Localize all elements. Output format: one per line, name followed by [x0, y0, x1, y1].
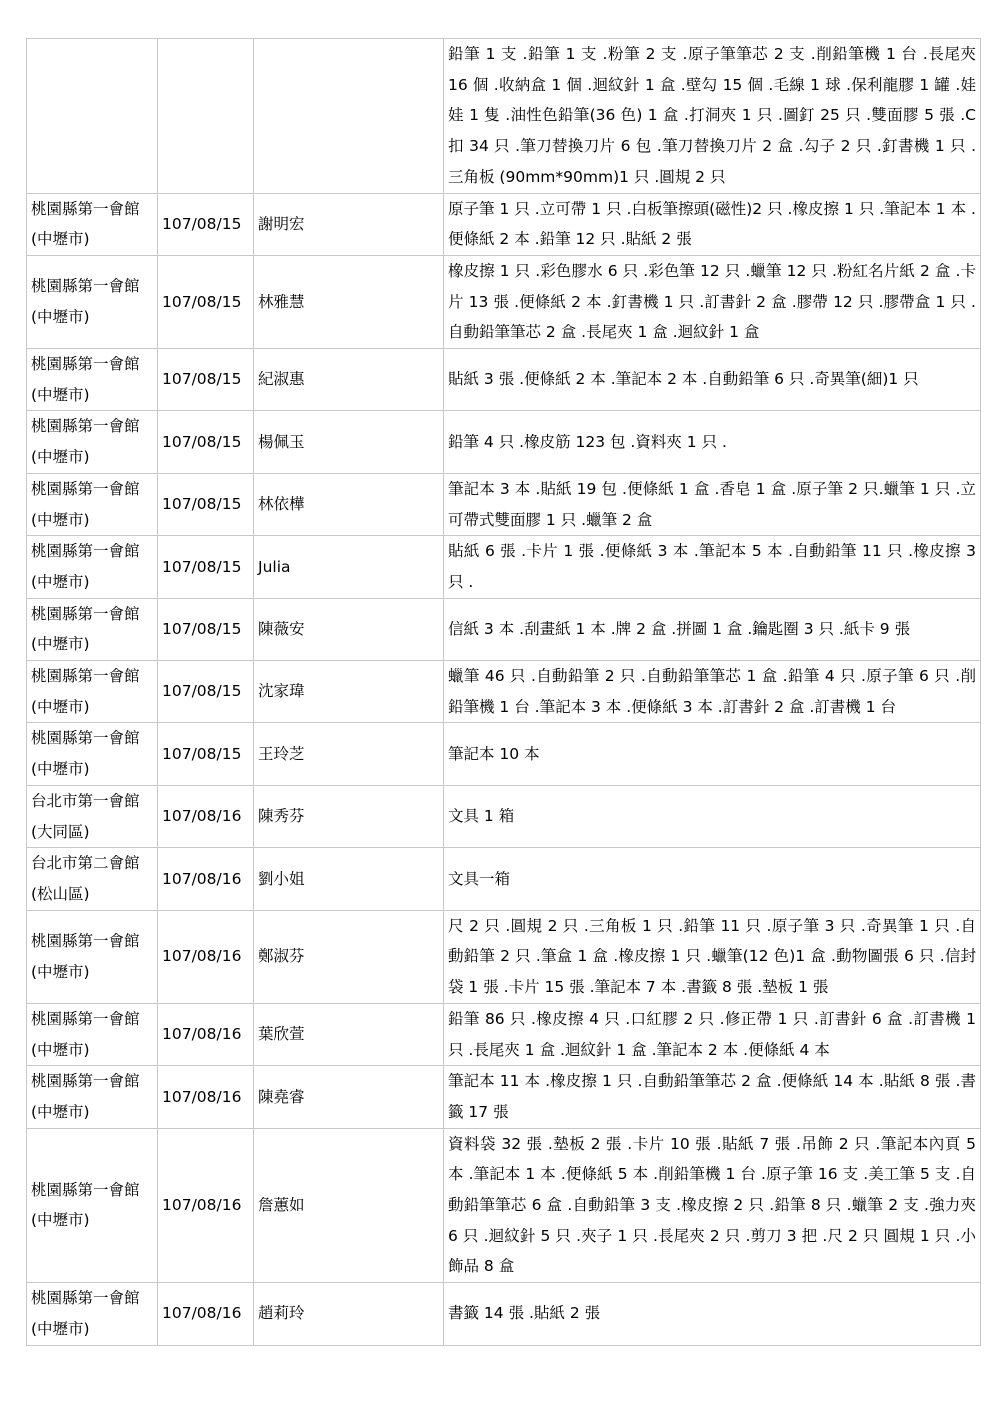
items-cell: 貼紙 3 張 .便條紙 2 本 .筆記本 2 本 .自動鉛筆 6 只 .奇異筆(細)1 只	[444, 349, 981, 411]
date-cell: 107/08/15	[158, 255, 254, 348]
venue-cell: 桃園縣第一會館 (中壢市)	[27, 661, 158, 723]
venue-cell: 桃園縣第一會館 (中壢市)	[27, 598, 158, 660]
donor-cell: 詹蕙如	[254, 1128, 444, 1283]
date-cell: 107/08/15	[158, 349, 254, 411]
donor-cell: 鄭淑芬	[254, 910, 444, 1003]
donor-cell: 陳堯睿	[254, 1066, 444, 1128]
venue-cell: 桃園縣第一會館 (中壢市)	[27, 193, 158, 255]
venue-cell: 台北市第一會館 (大同區)	[27, 785, 158, 847]
venue-cell: 桃園縣第一會館 (中壢市)	[27, 536, 158, 598]
venue-cell	[27, 39, 158, 194]
venue-cell: 台北市第二會館 (松山區)	[27, 848, 158, 910]
items-cell: 筆記本 11 本 .橡皮擦 1 只 .自動鉛筆筆芯 2 盒 .便條紙 14 本 .貼紙 8 張 .書籤 17 張	[444, 1066, 981, 1128]
items-cell: 書籤 14 張 .貼紙 2 張	[444, 1283, 981, 1345]
table-row	[27, 910, 981, 1003]
donor-cell: 趙莉玲	[254, 1283, 444, 1345]
venue-cell: 桃園縣第一會館 (中壢市)	[27, 1283, 158, 1345]
donor-cell: 林依樺	[254, 473, 444, 535]
date-cell: 107/08/15	[158, 193, 254, 255]
date-cell: 107/08/16	[158, 848, 254, 910]
table-row	[27, 39, 981, 194]
items-cell: 筆記本 10 本	[444, 723, 981, 785]
table-row	[27, 255, 981, 348]
table-row	[27, 1128, 981, 1283]
items-cell: 橡皮擦 1 只 .彩色膠水 6 只 .彩色筆 12 只 .蠟筆 12 只 .粉紅名片紙 2 盒 .卡片 13 張 .便條紙 2 本 .釘書機 1 只 .訂書針 2 盒 .膠帶 12 只 .膠帶盒 1 只 .自動鉛筆筆芯 2 盒 .長尾夾 1 盒 .迴紋針 1 盒	[444, 255, 981, 348]
date-cell: 107/08/15	[158, 598, 254, 660]
donation-table	[26, 38, 981, 1346]
table-row	[27, 1283, 981, 1345]
table-row	[27, 193, 981, 255]
table-row	[27, 661, 981, 723]
donor-cell: 紀淑惠	[254, 349, 444, 411]
donor-cell: 劉小姐	[254, 848, 444, 910]
items-cell: 筆記本 3 本 .貼紙 19 包 .便條紙 1 盒 .香皂 1 盒 .原子筆 2 只.蠟筆 1 只 .立可帶式雙面膠 1 只 .蠟筆 2 盒	[444, 473, 981, 535]
date-cell: 107/08/15	[158, 536, 254, 598]
date-cell: 107/08/15	[158, 411, 254, 473]
items-cell: 鉛筆 4 只 .橡皮筋 123 包 .資料夾 1 只 .	[444, 411, 981, 473]
donor-cell: 沈家瑋	[254, 661, 444, 723]
donor-cell: 林雅慧	[254, 255, 444, 348]
items-cell: 貼紙 6 張 .卡片 1 張 .便條紙 3 本 .筆記本 5 本 .自動鉛筆 11 只 .橡皮擦 3 只 .	[444, 536, 981, 598]
date-cell: 107/08/16	[158, 910, 254, 1003]
venue-cell: 桃園縣第一會館 (中壢市)	[27, 473, 158, 535]
date-cell: 107/08/15	[158, 661, 254, 723]
table-row	[27, 536, 981, 598]
venue-cell: 桃園縣第一會館 (中壢市)	[27, 349, 158, 411]
venue-cell: 桃園縣第一會館 (中壢市)	[27, 255, 158, 348]
items-cell: 鉛筆 86 只 .橡皮擦 4 只 .口紅膠 2 只 .修正帶 1 只 .訂書針 6 盒 .訂書機 1 只 .長尾夾 1 盒 .迴紋針 1 盒 .筆記本 2 本 .便條紙 4 本	[444, 1003, 981, 1065]
table-row	[27, 598, 981, 660]
date-cell	[158, 39, 254, 194]
items-cell: 蠟筆 46 只 .自動鉛筆 2 只 .自動鉛筆筆芯 1 盒 .鉛筆 4 只 .原子筆 6 只 .削鉛筆機 1 台 .筆記本 3 本 .便條紙 3 本 .訂書針 2 盒 .訂書機 1 台	[444, 661, 981, 723]
date-cell: 107/08/16	[158, 1066, 254, 1128]
donation-table-body	[27, 39, 981, 1346]
table-row	[27, 411, 981, 473]
donor-cell: 陳薇安	[254, 598, 444, 660]
items-cell: 原子筆 1 只 .立可帶 1 只 .白板筆擦頭(磁性)2 只 .橡皮擦 1 只 .筆記本 1 本 .便條紙 2 本 .鉛筆 12 只 .貼紙 2 張	[444, 193, 981, 255]
donor-cell: 葉欣萱	[254, 1003, 444, 1065]
date-cell: 107/08/16	[158, 1283, 254, 1345]
date-cell: 107/08/15	[158, 723, 254, 785]
venue-cell: 桃園縣第一會館 (中壢市)	[27, 411, 158, 473]
donor-cell: 楊佩玉	[254, 411, 444, 473]
venue-cell: 桃園縣第一會館 (中壢市)	[27, 910, 158, 1003]
items-cell: 信紙 3 本 .刮畫紙 1 本 .牌 2 盒 .拼圖 1 盒 .鑰匙圈 3 只 .紙卡 9 張	[444, 598, 981, 660]
table-row	[27, 473, 981, 535]
donor-cell: Julia	[254, 536, 444, 598]
items-cell: 文具 1 箱	[444, 785, 981, 847]
donor-cell: 王玲芝	[254, 723, 444, 785]
date-cell: 107/08/15	[158, 473, 254, 535]
items-cell: 資料袋 32 張 .墊板 2 張 .卡片 10 張 .貼紙 7 張 .吊飾 2 只 .筆記本內頁 5 本 .筆記本 1 本 .便條紙 5 本 .削鉛筆機 1 台 .原子筆 16 支 .美工筆 5 支 .自動鉛筆筆芯 6 盒 .自動鉛筆 3 支 .橡皮擦 2 只 .鉛筆 8 只 .蠟筆 2 支 .強力夾 6 只 .迴紋針 5 只 .夾子 1 只 .長尾夾 2 只 .剪刀 3 把 .尺 2 只 圓規 1 只 .小飾品 8 盒	[444, 1128, 981, 1283]
donor-cell: 謝明宏	[254, 193, 444, 255]
venue-cell: 桃園縣第一會館 (中壢市)	[27, 1003, 158, 1065]
date-cell: 107/08/16	[158, 1128, 254, 1283]
items-cell: 尺 2 只 .圓規 2 只 .三角板 1 只 .鉛筆 11 只 .原子筆 3 只 .奇異筆 1 只 .自動鉛筆 2 只 .筆盒 1 盒 .橡皮擦 1 只 .蠟筆(12 色)1 盒 .動物圖張 6 只 .信封袋 1 張 .卡片 15 張 .筆記本 7 本 .書籤 8 張 .墊板 1 張	[444, 910, 981, 1003]
items-cell: 鉛筆 1 支 .鉛筆 1 支 .粉筆 2 支 .原子筆筆芯 2 支 .削鉛筆機 1 台 .長尾夾 16 個 .收納盒 1 個 .迴紋針 1 盒 .壁勾 15 個 .毛線 1 球 .保利龍膠 1 罐 .娃娃 1 隻 .油性色鉛筆(36 色) 1 盒 .打洞夾 1 只 .圖釘 25 只 .雙面膠 5 張 .C 扣 34 只 .筆刀替換刀片 6 包 .筆刀替換刀片 2 盒 .勾子 2 只 .釘書機 1 只 .三角板 (90mm*90mm)1 只 .圓規 2 只	[444, 39, 981, 194]
venue-cell: 桃園縣第一會館 (中壢市)	[27, 723, 158, 785]
donor-cell	[254, 39, 444, 194]
items-cell: 文具一箱	[444, 848, 981, 910]
venue-cell: 桃園縣第一會館 (中壢市)	[27, 1066, 158, 1128]
donor-cell: 陳秀芬	[254, 785, 444, 847]
table-row	[27, 848, 981, 910]
venue-cell: 桃園縣第一會館 (中壢市)	[27, 1128, 158, 1283]
date-cell: 107/08/16	[158, 785, 254, 847]
table-row	[27, 1066, 981, 1128]
table-row	[27, 1003, 981, 1065]
date-cell: 107/08/16	[158, 1003, 254, 1065]
table-row	[27, 349, 981, 411]
table-row	[27, 723, 981, 785]
table-row	[27, 785, 981, 847]
